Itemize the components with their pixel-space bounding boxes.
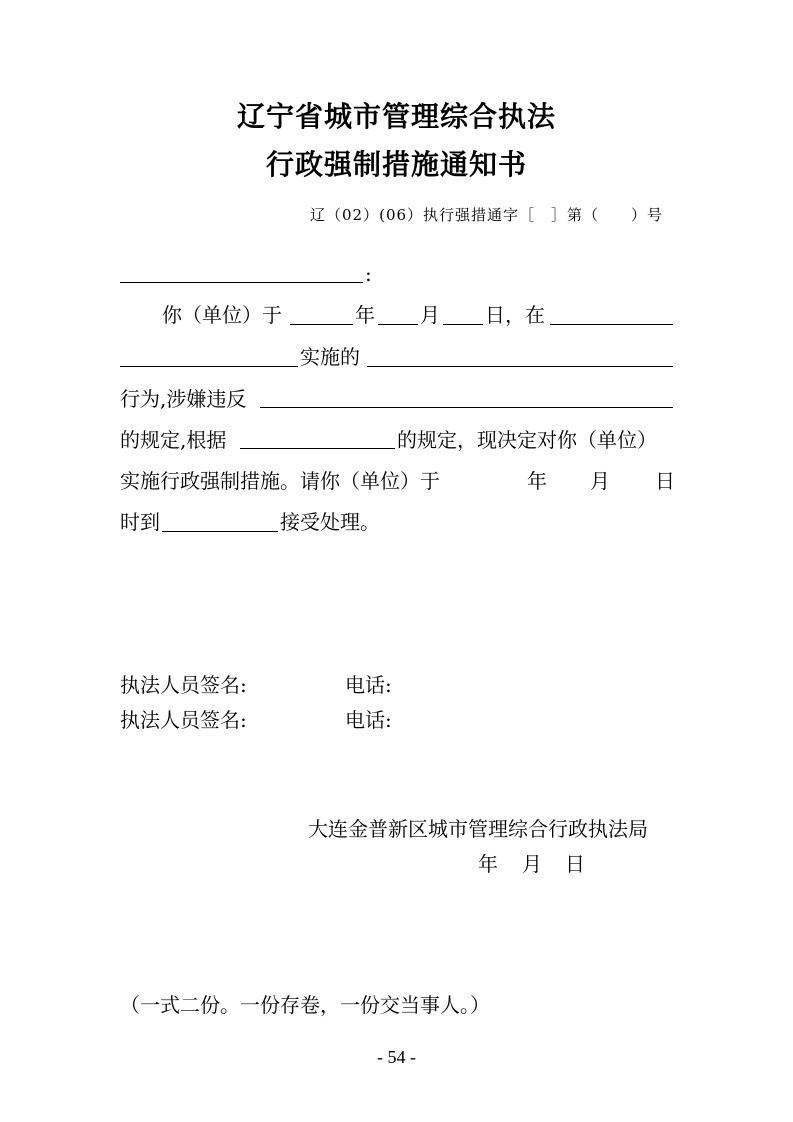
location-blank[interactable] [550, 324, 673, 325]
addressee-blank[interactable] [120, 282, 363, 283]
addressee-colon: : [365, 262, 372, 286]
arrive-label: 时到 [120, 510, 160, 534]
report-place-blank[interactable] [162, 531, 278, 532]
document-title-line-2: 行政强制措施通知书 [265, 148, 527, 181]
measure-text: 实施行政强制措施。请你（单位）于 [120, 469, 440, 493]
copies-note: （一式二份。一份存卷，一份交当事人。） [120, 993, 490, 1017]
accept-label: 接受处理。 [280, 510, 380, 534]
violation-label: 行为,涉嫌违反 [120, 387, 247, 411]
page-number: - 54 - [377, 1047, 416, 1067]
implement-label: 实施的 [300, 345, 360, 369]
report-month-label: 月 [590, 469, 610, 493]
year-label: 年 [355, 303, 375, 327]
date-day-blank[interactable] [443, 324, 483, 325]
behavior-blank[interactable] [367, 366, 673, 367]
document-number: 辽（02）(06）执行强措通字［ ］第（ ）号 [310, 206, 664, 224]
according-label: 的规定,根据 [120, 428, 227, 452]
officer-signature-label-2: 执法人员签名: [120, 708, 247, 732]
violated-rule-blank[interactable] [260, 407, 673, 408]
day-at-label: 日，在 [485, 303, 545, 327]
date-year-blank[interactable] [290, 324, 353, 325]
para-start-text: 你（单位）于 [162, 303, 282, 327]
location-continued-blank[interactable] [120, 366, 298, 367]
phone-label-1: 电话: [345, 673, 392, 697]
legal-basis-blank[interactable] [240, 448, 395, 449]
report-day-label: 日 [655, 469, 675, 493]
report-year-label: 年 [527, 469, 547, 493]
month-label: 月 [420, 303, 440, 327]
issue-day-label: 日 [565, 852, 585, 876]
date-month-blank[interactable] [378, 324, 418, 325]
issuing-bureau: 大连金普新区城市管理综合行政执法局 [308, 817, 648, 841]
issue-month-label: 月 [522, 852, 542, 876]
officer-signature-label-1: 执法人员签名: [120, 673, 247, 697]
phone-label-2: 电话: [345, 708, 392, 732]
issue-year-label: 年 [478, 852, 498, 876]
decision-text: 的规定，现决定对你（单位） [397, 428, 657, 452]
document-title-line-1: 辽宁省城市管理综合执法 [236, 100, 556, 133]
